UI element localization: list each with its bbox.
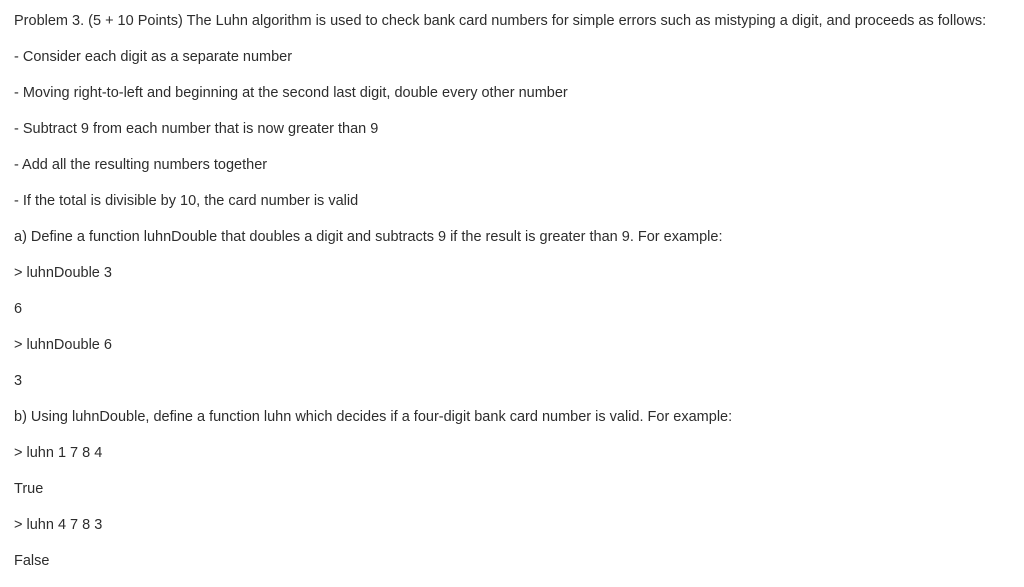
example-input: > luhn 4 7 8 3 xyxy=(14,517,103,533)
problem-document xyxy=(14,11,1020,587)
part-a-prompt: a) Define a function luhnDouble that doubles a digit and subtracts 9 if the result is greater than 9. For example: xyxy=(14,229,723,245)
problem-statement: Problem 3. (5 + 10 Points) The Luhn algorithm is used to check bank card numbers for simple errors such as mistyping a digit, and proceeds as follows: xyxy=(14,13,987,29)
example-output: True xyxy=(14,481,44,497)
step-add-numbers: - Add all the resulting numbers together xyxy=(14,157,268,173)
example-output: False xyxy=(14,553,50,569)
example-input: > luhnDouble 3 xyxy=(14,265,112,281)
step-divisible-check: - If the total is divisible by 10, the card number is valid xyxy=(14,193,359,209)
example-output: 3 xyxy=(14,373,23,389)
example-input: > luhn 1 7 8 4 xyxy=(14,445,103,461)
step-double-every-other: - Moving right-to-left and beginning at the second last digit, double every other number xyxy=(14,85,568,101)
example-input: > luhnDouble 6 xyxy=(14,337,112,353)
step-subtract-nine: - Subtract 9 from each number that is now greater than 9 xyxy=(14,121,379,137)
part-b-prompt: b) Using luhnDouble, define a function luhn which decides if a four-digit bank card number is valid. For example: xyxy=(14,409,733,425)
example-output: 6 xyxy=(14,301,23,317)
step-consider-digits: - Consider each digit as a separate number xyxy=(14,49,293,65)
